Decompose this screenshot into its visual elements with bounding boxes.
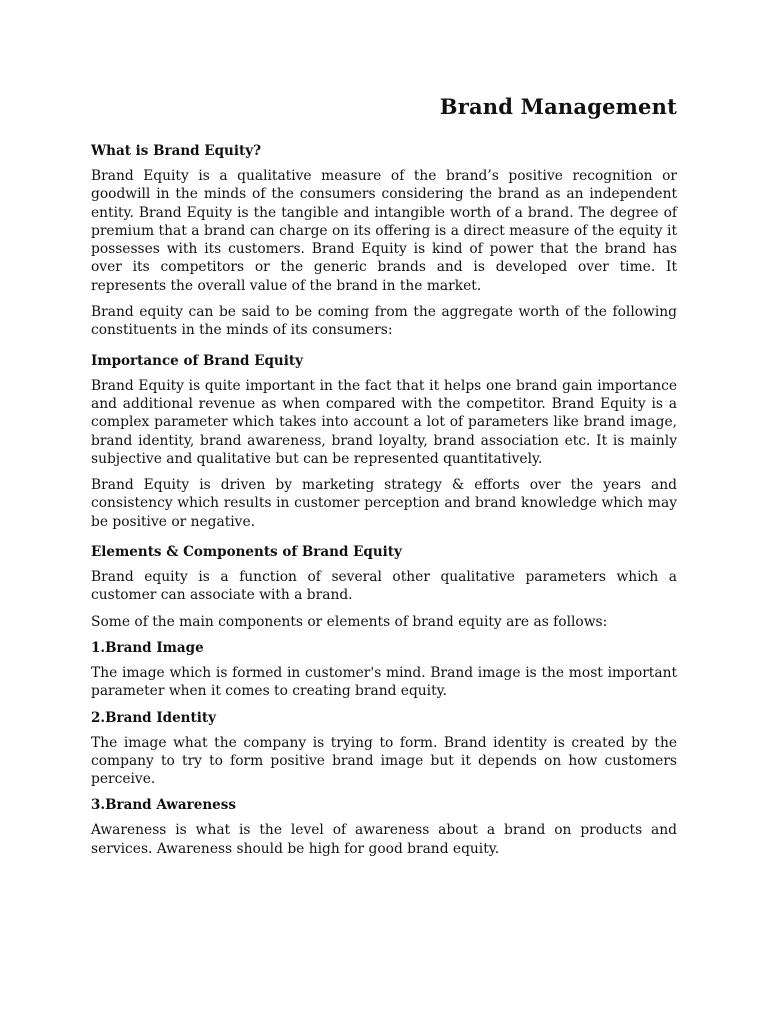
paragraph: The image what the company is trying to form. Brand identity is created by the company to try to form positive brand image but it depends on how customers perceive. [91,734,677,788]
paragraph: Brand Equity is a qualitative measure of the brand’s positive recognition or goodwill in the minds of the consumers considering the brand as an independent entity. Brand Equity is the tangible and intangible worth of a brand. The degree of premium that a brand can charge on its offering is a direct measure of the equity it possesses with its customers. Brand Equity is kind of power that the brand has over its competitors or the generic brands and is developed over time. It represents the overall value of the brand in the market. [91,168,677,294]
section-heading: Elements & Components of Brand Equity [91,544,402,561]
section-heading: Importance of Brand Equity [91,352,303,369]
document-body [91,92,677,866]
paragraph: Brand equity is a function of several other qualitative parameters which a customer can associate with a brand. [91,569,677,604]
section-brand-image [91,639,677,701]
section-heading: 1.Brand Image [91,639,204,656]
section-brand-awareness [91,796,677,858]
paragraph: The image which is formed in customer's mind. Brand image is the most important parameter when it comes to creating brand equity. [91,664,677,700]
section-brand-identity [91,709,677,789]
section-what-is-brand-equity [91,142,677,340]
section-elements-components [91,543,677,631]
paragraph: Brand Equity is driven by marketing strategy & efforts over the years and consistency which results in customer perception and brand knowledge which may be positive or negative. [91,477,677,530]
paragraph: Awareness is what is the level of awareness about a brand on products and services. Awareness should be high for good brand equity. [91,822,677,857]
section-importance-of-brand-equity [91,352,677,531]
paragraph: Brand Equity is quite important in the fact that it helps one brand gain importance and additional revenue as when compared with the competitor. Brand Equity is a complex parameter which takes into account a lot of parameters like brand image, brand identity, brand awareness, brand loyalty, brand association etc. It is mainly subjective and qualitative but can be represented quantitatively. [91,377,677,467]
section-heading: 3.Brand Awareness [91,797,236,814]
section-heading: What is Brand Equity? [91,143,261,159]
paragraph: Brand equity can be said to be coming from the aggregate worth of the following constituents in the minds of its consumers: [91,304,677,339]
paragraph: Some of the main components or elements of brand equity are as follows: [91,613,608,630]
section-heading: 2.Brand Identity [91,709,216,726]
document-title: Brand Management [439,94,677,119]
